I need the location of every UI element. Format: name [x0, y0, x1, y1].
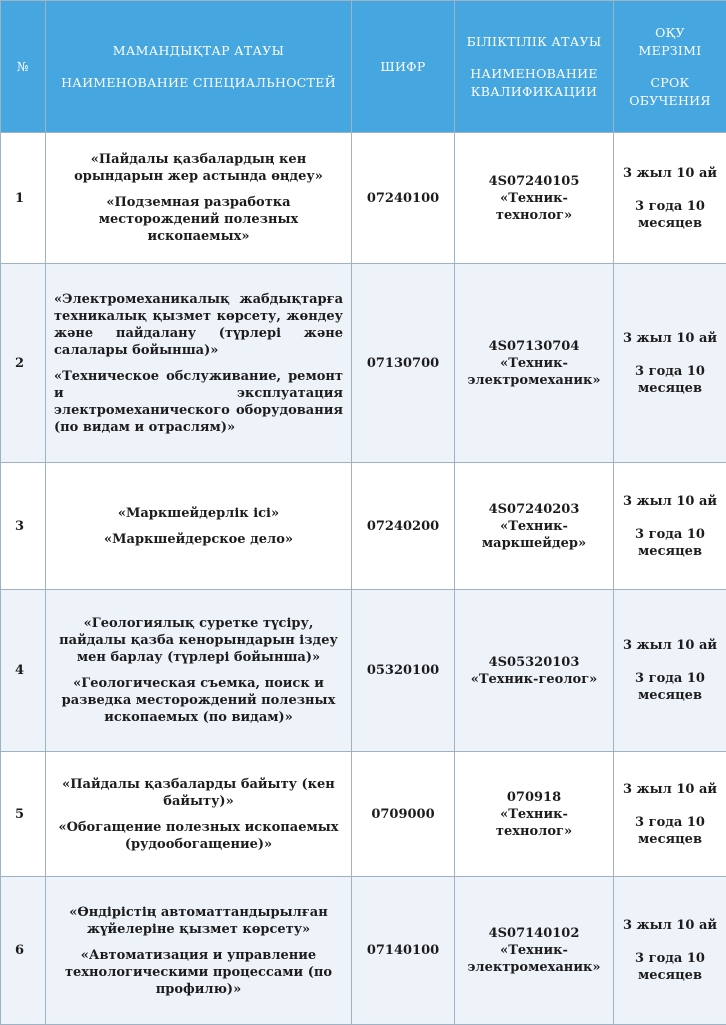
qualification-code: 4S05320103	[463, 654, 605, 671]
specialty-code: 07240100	[352, 133, 455, 264]
duration-kz: 3 жыл 10 ай	[622, 165, 718, 182]
duration-kz: 3 жыл 10 ай	[622, 781, 718, 798]
qualification	[455, 877, 614, 1025]
specialty-code: 07240200	[352, 463, 455, 590]
table-row	[1, 877, 726, 1025]
header-specialty-name	[46, 1, 352, 133]
qualification-name: «Техник-маркшейдер»	[463, 518, 605, 552]
qualification	[455, 752, 614, 877]
header-code: ШИФР	[352, 1, 455, 133]
table-row	[1, 752, 726, 877]
specialty-name-kz: «Өндірістің автоматтандырылған жүйелеріне қызмет көрсету»	[54, 904, 343, 938]
duration-ru: 3 года 10 месяцев	[622, 814, 718, 848]
duration-ru: 3 года 10 месяцев	[622, 950, 718, 984]
row-num: 1	[1, 133, 46, 264]
qualification	[455, 590, 614, 752]
header-specialty-name-kz: МАМАНДЫҚТАР АТАУЫ	[54, 42, 343, 60]
specialty-name-ru: «Техническое обслуживание, ремонт и эксплуатация электромеханического оборудования (по видам и отраслям)»	[54, 368, 343, 436]
row-num: 4	[1, 590, 46, 752]
duration	[614, 752, 726, 877]
specialty-name-kz: «Геологиялық суретке түсіру, пайдалы қазба кенорындарын іздеу мен барлау (түрлері бойынша)»	[54, 615, 343, 666]
duration	[614, 264, 726, 463]
specialty-name-ru: «Автоматизация и управление технологическими процессами (по профилю)»	[54, 947, 343, 998]
table-row	[1, 133, 726, 264]
qualification	[455, 264, 614, 463]
qualification-code: 070918	[463, 789, 605, 806]
table-row	[1, 264, 726, 463]
specialty-name-ru: «Обогащение полезных ископаемых (рудообогащение)»	[54, 819, 343, 853]
qualification-code: 4S07130704	[463, 338, 605, 355]
specialty-name	[46, 752, 352, 877]
duration-kz: 3 жыл 10 ай	[622, 637, 718, 654]
qualification	[455, 463, 614, 590]
specialty-name	[46, 877, 352, 1025]
header-qualification	[455, 1, 614, 133]
specialty-name-kz: «Маркшейдерлік ісі»	[54, 505, 343, 522]
specialty-code: 05320100	[352, 590, 455, 752]
header-num: №	[1, 1, 46, 133]
header-specialty-name-ru: НАИМЕНОВАНИЕ СПЕЦИАЛЬНОСТЕЙ	[54, 74, 343, 92]
duration-ru: 3 года 10 месяцев	[622, 198, 718, 232]
table-row	[1, 590, 726, 752]
specialty-name-ru: «Подземная разработка месторождений полезных ископаемых»	[54, 194, 343, 245]
qualification-code: 4S07240203	[463, 501, 605, 518]
specialty-name	[46, 133, 352, 264]
specialty-name-kz: «Пайдалы қазбалардың кен орындарын жер астында өңдеу»	[54, 151, 343, 185]
specialty-name	[46, 463, 352, 590]
header-duration-kz: ОҚУ МЕРЗІМІ	[622, 24, 718, 60]
row-num: 6	[1, 877, 46, 1025]
specialty-code: 0709000	[352, 752, 455, 877]
specialty-name	[46, 264, 352, 463]
qualification	[455, 133, 614, 264]
qualification-name: «Техник-технолог»	[463, 190, 605, 224]
qualification-name: «Техник-геолог»	[463, 671, 605, 688]
header-duration-ru: СРОК ОБУЧЕНИЯ	[622, 74, 718, 110]
specialty-name-kz: «Электромеханикалық жабдықтарға техникалық қызмет көрсету, жөндеу және пайдалану (түрлері және салалары бойынша)»	[54, 291, 343, 359]
row-num: 3	[1, 463, 46, 590]
table-row	[1, 463, 726, 590]
row-num: 5	[1, 752, 46, 877]
qualification-name: «Техник-технолог»	[463, 806, 605, 840]
specialty-code: 07130700	[352, 264, 455, 463]
duration-kz: 3 жыл 10 ай	[622, 493, 718, 510]
header-qualification-kz: БІЛІКТІЛІК АТАУЫ	[463, 33, 605, 51]
duration-ru: 3 года 10 месяцев	[622, 526, 718, 560]
header-row	[1, 1, 726, 133]
specialty-name	[46, 590, 352, 752]
qualification-name: «Техник-электромеханик»	[463, 942, 605, 976]
specialty-code: 07140100	[352, 877, 455, 1025]
table-header	[1, 1, 726, 133]
header-qualification-ru: НАИМЕНОВАНИЕ КВАЛИФИКАЦИИ	[463, 65, 605, 101]
duration-ru: 3 года 10 месяцев	[622, 363, 718, 397]
row-num: 2	[1, 264, 46, 463]
table-body	[1, 133, 726, 1025]
qualification-code: 4S07140102	[463, 925, 605, 942]
duration-ru: 3 года 10 месяцев	[622, 670, 718, 704]
header-duration	[614, 1, 726, 133]
duration	[614, 877, 726, 1025]
qualification-code: 4S07240105	[463, 173, 605, 190]
specialty-name-ru: «Маркшейдерское дело»	[54, 531, 343, 548]
duration	[614, 590, 726, 752]
specialty-name-ru: «Геологическая съемка, поиск и разведка месторождений полезных ископаемых (по видам)»	[54, 675, 343, 726]
duration-kz: 3 жыл 10 ай	[622, 917, 718, 934]
duration	[614, 133, 726, 264]
duration-kz: 3 жыл 10 ай	[622, 330, 718, 347]
specialty-name-kz: «Пайдалы қазбаларды байыту (кен байыту)»	[54, 776, 343, 810]
qualification-name: «Техник-электромеханик»	[463, 355, 605, 389]
duration	[614, 463, 726, 590]
